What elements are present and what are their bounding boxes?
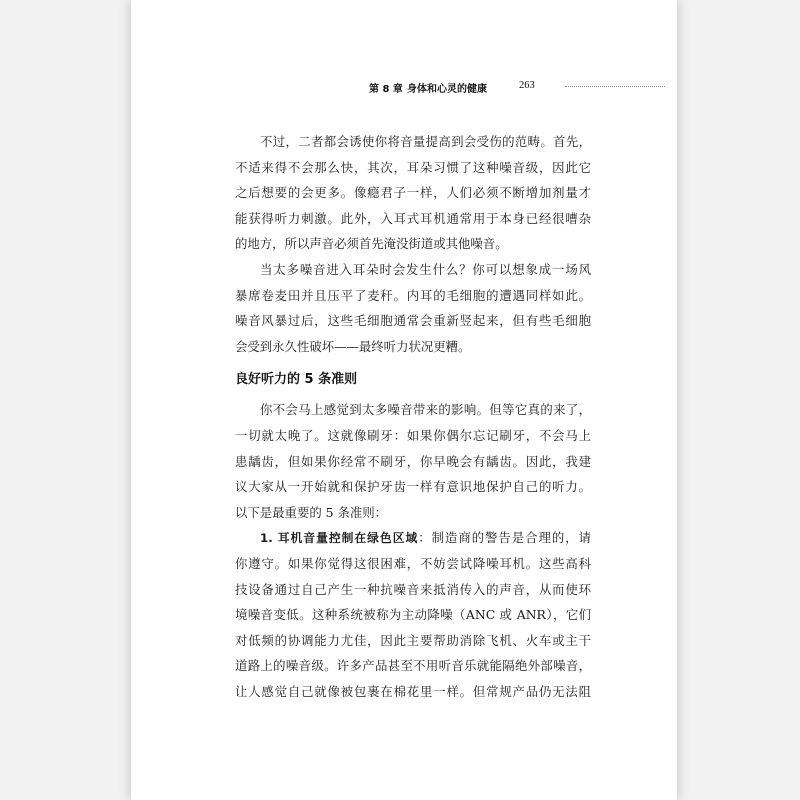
text-line: 不过，二者都会诱使你将音量提高到会受伤的范畴。首先，: [260, 134, 591, 149]
text-line: 患龋齿，但如果你经常不刷牙，你早晚会有龋齿。因此，我建: [235, 453, 591, 469]
paragraph: [235, 257, 591, 359]
page-number: 263: [519, 80, 535, 91]
text-line: [235, 525, 591, 551]
book-page: [131, 0, 677, 800]
paragraph: [235, 129, 591, 257]
chapter-number: 第 8 章: [369, 84, 403, 95]
rule-text: ：制造商的警告是合理的，请: [418, 530, 591, 546]
text-line: 对低频的协调能力尤佳，因此主要帮助消除飞机、火车或主干: [235, 632, 591, 648]
header-dotted-rule: [565, 86, 665, 87]
text-line: 让人感觉自己就像被包裹在棉花里一样。但常规产品仍无法阻: [235, 683, 591, 699]
text-line: 境噪音变低。这种系统被称为主动降噪（ANC 或 ANR），它们: [235, 607, 591, 623]
text-line: 能获得听力刺激。此外，入耳式耳机通常用于本身已经很嘈杂: [235, 210, 591, 226]
rule-label: 1. 耳机音量控制在绿色区域: [260, 531, 419, 546]
text-line: 暴席卷麦田并且压平了麦秆。内耳的毛细胞的遭遇同样如此。: [235, 287, 591, 303]
text-line: 不适来得不会那么快，其次，耳朵习惯了这种噪音级，因此它: [235, 159, 591, 175]
chapter-title: 身体和心灵的健康: [407, 84, 487, 95]
text-line: 你不会马上感觉到太多噪音带来的影响。但等它真的来了，: [260, 402, 591, 418]
text-line: 一切就太晚了。这就像刷牙：如果你偶尔忘记刷牙，不会马上: [235, 427, 591, 443]
rule-item: [235, 525, 591, 704]
text-line: 之后想要的会更多。像瘾君子一样，人们必须不断增加剂量才: [235, 185, 591, 201]
text-line: 道路上的噪音级。许多产品甚至不用听音乐就能隔绝外部噪音，: [235, 658, 591, 674]
text-line: 议大家从一开始就和保护牙齿一样有意识地保护自己的听力。: [235, 479, 591, 495]
text-line: 你遵守。如果你觉得这很困难，不妨尝试降噪耳机。这些高科: [235, 555, 591, 571]
text-line: 以下是最重要的 5 条准则：: [235, 504, 388, 520]
text-line: 当太多噪音进入耳朵时会发生什么？你可以想象成一场风: [260, 261, 591, 277]
body-text: [235, 129, 591, 704]
paragraph: [235, 397, 591, 525]
text-line: 技设备通过自己产生一种抗噪音来抵消传入的声音，从而使环: [235, 581, 591, 597]
text-line: 会受到永久性破坏——最终听力状况更糟。: [235, 338, 471, 354]
text-line: 的地方，所以声音必须首先淹没街道或其他噪音。: [235, 236, 508, 252]
text-line: 噪音风暴过后，这些毛细胞通常会重新竖起来，但有些毛细胞: [235, 313, 591, 329]
running-head: [131, 78, 677, 96]
section-heading: 良好听力的 5 条准则: [235, 372, 358, 388]
